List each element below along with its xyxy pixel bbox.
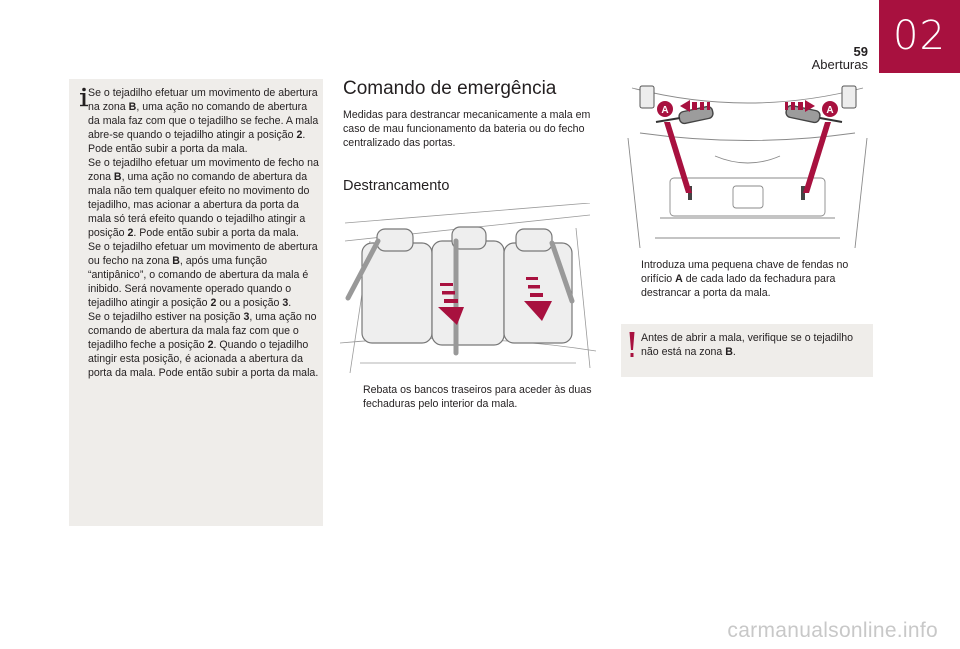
info-paragraph: Se o tejadilho efetuar um movimento de fecho na zona B, uma ação no comando de abertura da mala não tem qualquer efeito no movimento do tejadilho, mas acionar a abertura da porta da mala só terá efeito quando o tejadilho atingir a posição 2. Pode então subir a porta da mala. bbox=[88, 157, 319, 239]
info-text bbox=[88, 86, 320, 380]
page-heading: Comando de emergência bbox=[343, 78, 557, 99]
info-paragraph: Se o tejadilho efetuar um movimento de abertura ou fecho na zona B, após uma função “antipânico”, o comando de abertura da mala é inibido. Será novamente operado quando o tejadilho atingir a posição 2 ou a posição 3. bbox=[88, 241, 318, 309]
info-paragraph: Se o tejadilho efetuar um movimento de abertura na zona B, uma ação no comando de abertura da mala faz com que o tejadilho se feche. A mala abre-se quando o tejadilho atingir a posição 2. Pode então subir a porta da mala. bbox=[88, 87, 319, 155]
warning-text: Antes de abrir a mala, verifique se o tejadilho não está na zona B. bbox=[641, 332, 853, 358]
exclamation-icon bbox=[628, 332, 636, 358]
warning-box bbox=[621, 324, 873, 377]
step-introduza-chave: Introduza uma pequena chave de fendas no orifício A de cada lado da fechadura para destrancar a porta da mala. bbox=[641, 259, 849, 299]
section-title: Aberturas bbox=[811, 57, 868, 72]
chapter-number: 02 bbox=[893, 13, 946, 59]
watermark: carmanualsonline.info bbox=[727, 619, 938, 642]
label-a-right: A bbox=[826, 105, 834, 116]
info-paragraph: Se o tejadilho estiver na posição 3, uma ação no comando de abertura da mala faz com que o tejadilho feche a posição 2. Quando o tejadilho atingir esta posição, é acionada a abertura da porta da mala. Pode então subir a porta da mala. bbox=[88, 311, 319, 379]
step-rebata-bancos: Rebata os bancos traseiros para aceder às duas fechaduras pelo interior da mala. bbox=[363, 384, 592, 410]
chapter-tab bbox=[879, 0, 960, 73]
info-box bbox=[69, 79, 323, 526]
rear-seats-illustration bbox=[340, 203, 596, 375]
lead-paragraph: Medidas para destrancar mecanicamente a mala em caso de mau funcionamento da bateria ou do fecho centralizado das portas. bbox=[343, 109, 591, 149]
label-a-left: A bbox=[661, 105, 669, 116]
trunk-lock-illustration bbox=[620, 78, 875, 253]
subheading: Destrancamento bbox=[343, 178, 450, 194]
page-number: 59 bbox=[853, 44, 868, 59]
